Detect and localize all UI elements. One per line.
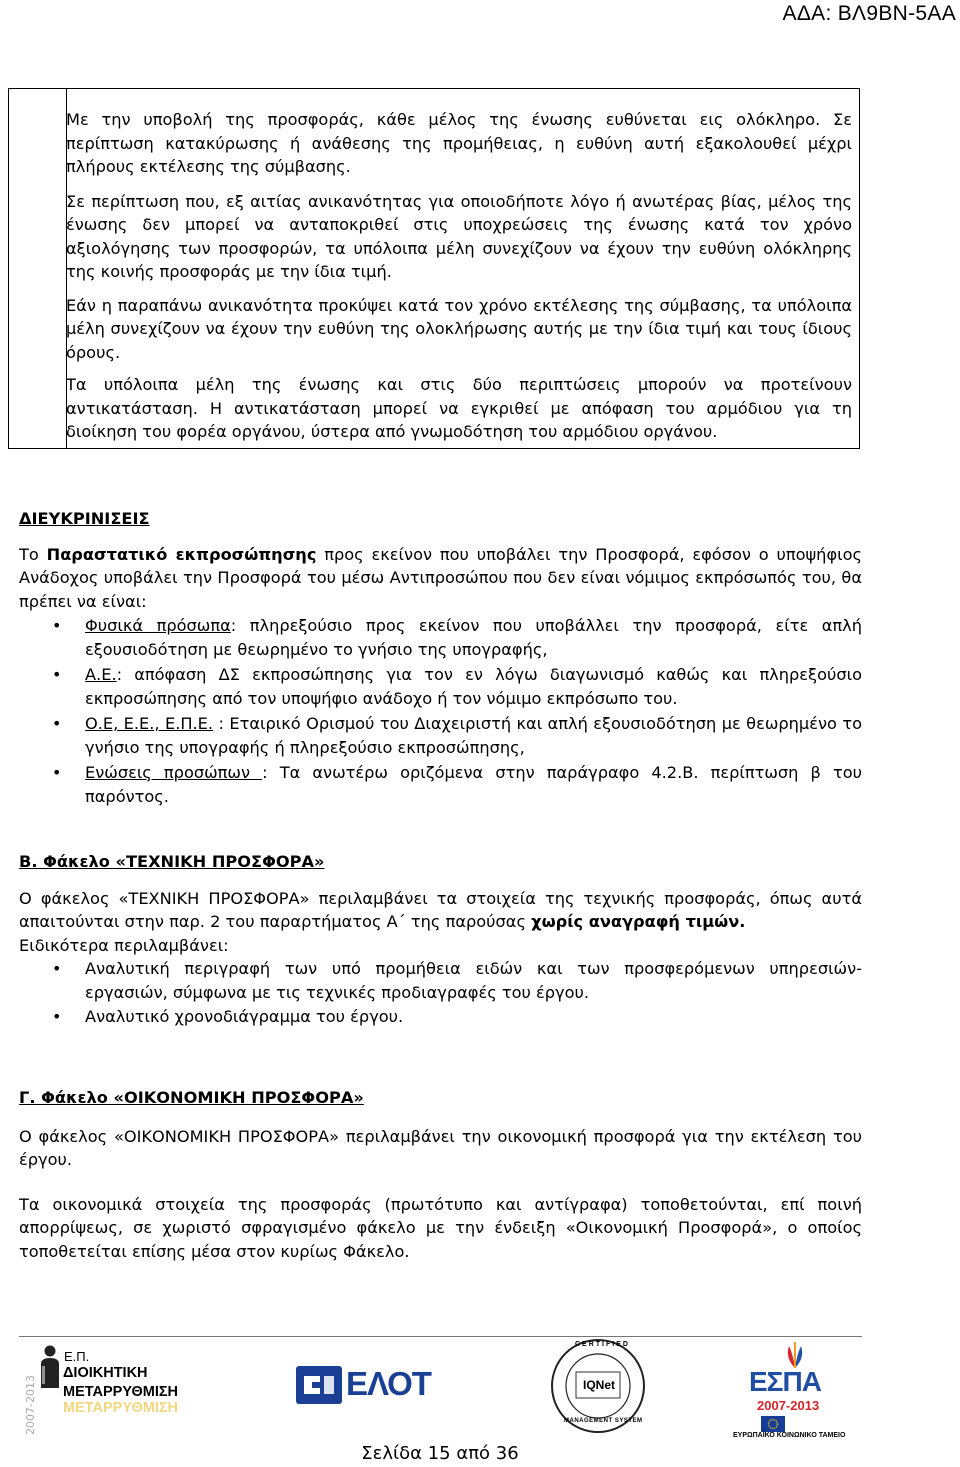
bullet-list (19, 957, 862, 1029)
ep-logo-line2: ΜΕΤΑΡΡΥΘΜΙΣΗ (63, 1384, 179, 1400)
ep-abbr: Ε.Π. (64, 1349, 90, 1364)
clarifications-section (19, 507, 862, 808)
section-heading: Γ. Φάκελο «ΟΙΚΟΝΟΜΙΚΗ ΠΡΟΣΦΟΡΑ» (19, 1088, 364, 1107)
paragraph: Τα οικονομικά στοιχεία της προσφοράς (πρωτότυπο και αντίγραφα) τοποθετούνται, επί ποινή απορρίψεως, σε χωριστό σφραγισμένο φάκελο με την ένδειξη «Οικονομική Προσφορά», ο οποίος τοποθετείται επίσης μέσα στον κυρίως Φάκελο. (19, 1194, 862, 1261)
list-item: • Αναλυτική περιγραφή των υπό προμήθεια ειδών και των προσφερόμενων υπηρεσιών- εργασιών, σύμφωνα με τις τεχνικές προδιαγραφές του έργου. (19, 957, 862, 1004)
table-cell-text (66, 108, 852, 444)
paragraph: Τα υπόλοιπα μέλη της ένωσης και στις δύο περιπτώσεις μπορούν να προτείνουν αντικατάσταση. Η αντικατάσταση μπορεί να εγκριθεί με απόφαση του αρμόδιου για τη διοίκηση του φορέα οργάνου, ύστερα από γνωμοδότηση του αρμόδιου οργάνου. (66, 375, 852, 441)
iqnet-top-text: CERTIFIED (575, 1341, 630, 1348)
paragraph: Εάν η παραπάνω ανικανότητα προκύψει κατά τον χρόνο εκτέλεσης της σύμβασης, τα υπόλοιπα μέλη συνεχίζουν να έχουν την ευθύνη της ολοκλήρωσης αυτής με την ίδια τιμή και τους ίδιους όρους. (66, 295, 852, 362)
list-item: • Ο.Ε, Ε.Ε., Ε.Π.Ε. : Εταιρικό Ορισμού του Διαχειριστή και απλή εξουσιοδότηση με θεωρημένο το γνήσιο της υπογραφής ή πληρεξούσιο εκπροσώπησης, (19, 712, 862, 759)
espa-wordmark: ΕΣΠΑ (749, 1366, 821, 1397)
iqnet-bottom-text: MANAGEMENT SYSTEM (564, 1418, 643, 1424)
elot-mark-icon (296, 1366, 342, 1404)
elot-wordmark: ΕΛΟΤ (346, 1365, 431, 1402)
ada-code: ΑΔΑ: ΒΛ9ΒΝ-5ΑΑ (782, 2, 956, 25)
ep-logo-reflection: ΜΕΤΑΡΡΥΘΜΙΣΗ (63, 1400, 179, 1416)
list-item: • Αναλυτικό χρονοδιάγραμμα του έργου. (19, 1005, 862, 1029)
ep-logo-line1: ΔΙΟΙΚΗΤΙΚΗ (63, 1365, 148, 1381)
list-item: • Φυσικά πρόσωπα: πληρεξούσιο προς εκείνον που υποβάλλει την προσφορά, είτε απλή εξουσιοδότηση με θεωρημένο το γνήσιο της υπογραφής, (19, 614, 862, 661)
iqnet-mark: IQNet (583, 1378, 616, 1392)
paragraph: Σε περίπτωση που, εξ αιτίας ανικανότητας για οποιοδήποτε λόγο ή ανωτέρας βίας, μέλος της ένωσης δεν μπορεί να ανταποκριθεί στις υποχρεώσεις της ένωσης κατά τον χρόνο αξιολόγησης των προσφορών, τα υπόλοιπα μέλη συνεχίζουν να έχουν την ευθύνη ολόκληρης της κοινής προσφοράς με την ίδια τιμή. (66, 191, 852, 281)
section-heading: Β. Φάκελο «ΤΕΧΝΙΚΗ ΠΡΟΣΦΟΡΑ» (19, 852, 325, 871)
bullet-list (19, 614, 862, 808)
espa-years: 2007-2013 (757, 1398, 820, 1413)
iqnet-certified-seal (550, 1338, 646, 1434)
paragraph: Ειδικότερα περιλαμβάνει: (19, 935, 229, 955)
financial-offer-section (19, 1086, 862, 1263)
paragraph: Με την υποβολή της προσφοράς, κάθε μέλος της ένωσης ευθύνεται εις ολόκληρο. Σε περίπτωση κατακύρωσης ή ανάθεσης της προμήθειας, η ευθύνη αυτή εξακολουθεί μέχρι πλήρους εκτέλεσης της σύμβασης. (66, 110, 852, 176)
espa-logo (735, 1340, 855, 1440)
list-item: • Α.Ε.: απόφαση ΔΣ εκπροσώπησης για τον εν λόγω διαγωνισμό καθώς και πληρεξούσιο εκπροσώπησης από τον υποψήφιο ανάδοχο ή τον νόμιμο εκπρόσωπο του. (19, 663, 862, 710)
eu-flag-icon (761, 1416, 785, 1432)
technical-offer-section (19, 850, 862, 1029)
paragraph: Ο φάκελος «ΤΕΧΝΙΚΗ ΠΡΟΣΦΟΡΑ» περιλαμβάνει τα στοιχεία της τεχνικής προσφοράς, όπως αυτά απαιτούνται στην παρ. 2 του παραρτήματος Α΄ της παρούσας χωρίς αναγραφή τιμών. (19, 888, 862, 931)
paragraph: Ο φάκελος «ΟΙΚΟΝΟΜΙΚΗ ΠΡΟΣΦΟΡΑ» περιλαμβάνει την οικονομική προσφορά για την εκτέλεση του έργου. (19, 1126, 862, 1169)
page-number: Σελίδα 15 από 36 (361, 1443, 519, 1464)
section-heading: ΔΙΕΥΚΡΙΝΙΣΕΙΣ (19, 509, 150, 528)
ep-years-vertical: 2007-2013 (24, 1375, 37, 1435)
paragraph: Το Παραστατικό εκπροσώπησης προς εκείνον που υποβάλει την Προσφορά, εφόσον ο υποψήφιος Ανάδοχος υποβάλει την Προσφορά του μέσω Αντιπροσώπου που δεν είναι νόμιμος εκπρόσωπός του, θα πρέπει να είναι: (19, 544, 863, 611)
footer-divider (19, 1336, 862, 1337)
person-icon (38, 1344, 62, 1388)
list-item: • Ενώσεις προσώπων : Τα ανωτέρω οριζόμενα στην παράγραφο 4.2.Β. περίπτωση β του παρόντος. (19, 761, 862, 808)
elot-logo (296, 1365, 431, 1405)
espa-esf-text: ΕΥΡΩΠΑΪΚΟ ΚΟΙΝΩΝΙΚΟ ΤΑΜΕΙΟ (733, 1432, 846, 1439)
